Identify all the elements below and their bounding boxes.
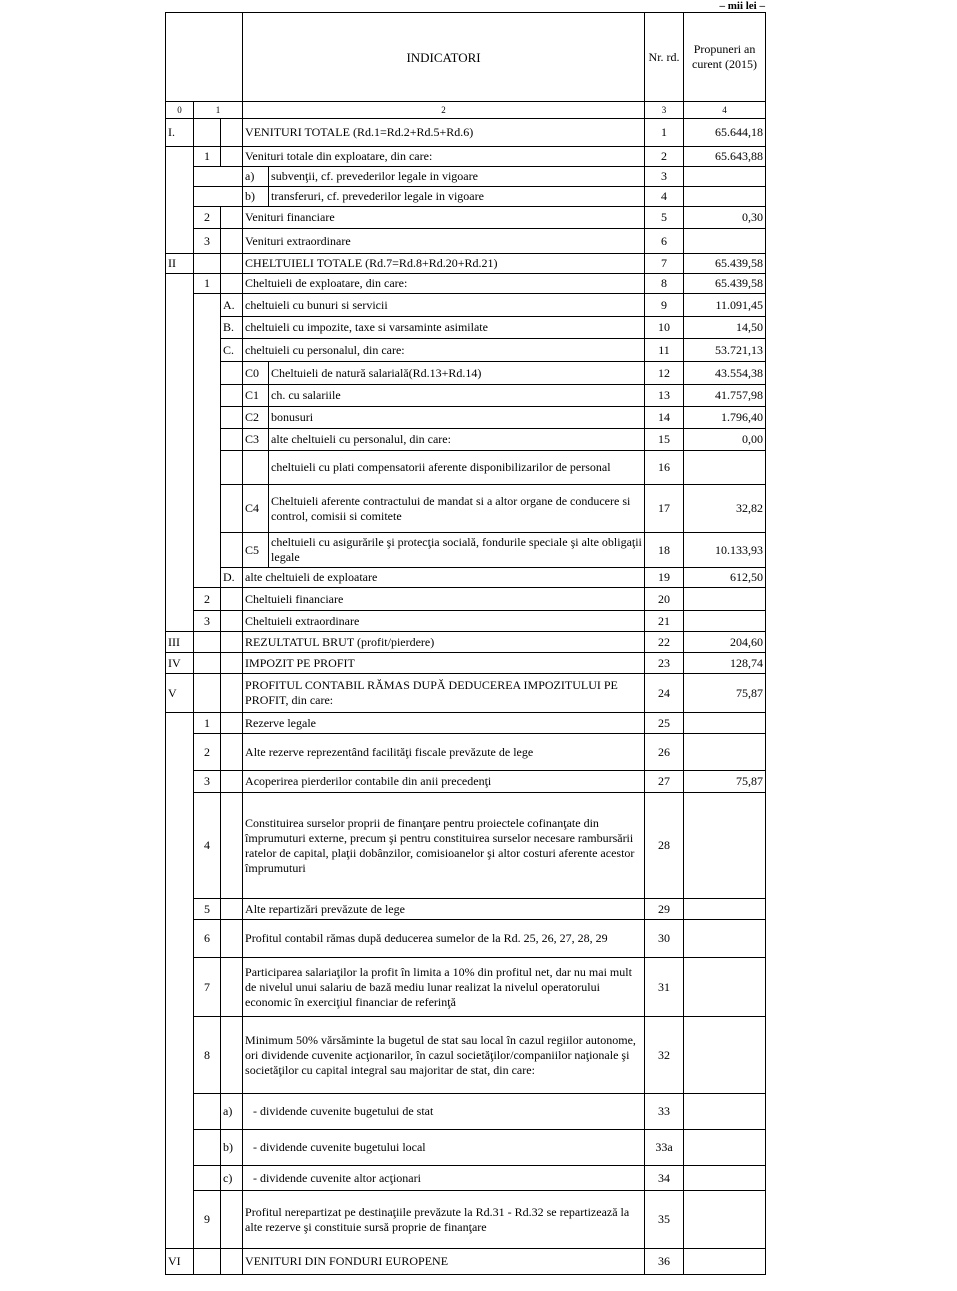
index-2: 2: [243, 102, 645, 119]
cell-c1: 2: [194, 207, 221, 229]
row-number: 32: [645, 1017, 684, 1094]
row-number: 33a: [645, 1130, 684, 1166]
cell-c1: [194, 1094, 221, 1130]
row-value: 14,50: [684, 317, 766, 339]
row-number: 17: [645, 485, 684, 533]
row-number: 34: [645, 1166, 684, 1191]
indicator-text: Cheltuieli financiare: [243, 588, 645, 611]
cell-c1: 3: [194, 611, 221, 632]
row-value: [684, 588, 766, 611]
sub-label: b): [243, 187, 269, 207]
row-value: 75,87: [684, 771, 766, 793]
indicator-text: alte cheltuieli cu personalul, din care:: [269, 429, 645, 451]
sub-label: C5: [243, 533, 269, 568]
cell-c0: [166, 274, 194, 632]
sub-label: C2: [243, 407, 269, 429]
row-value: [684, 451, 766, 485]
indicator-text: Venituri extraordinare: [243, 229, 645, 254]
table-row: [166, 1017, 766, 1094]
row-number: 2: [645, 147, 684, 167]
row-number: 5: [645, 207, 684, 229]
category-label: [221, 429, 243, 451]
table-row: [166, 653, 766, 674]
indicator-text: bonusuri: [269, 407, 645, 429]
sub-label: C1: [243, 385, 269, 407]
row-number: 9: [645, 294, 684, 317]
table-row: [166, 1166, 766, 1191]
roman-numeral: III: [166, 632, 194, 653]
cell-c2: [221, 274, 243, 294]
indicator-text: Participarea salariaţilor la profit în limita a 10% din profitul net, dar nu mai mult de nivelul unui salariu de bază mediu lunar realizat la nivelul operatorului economic în exerciţiul financiar de referinţă: [243, 958, 645, 1017]
row-number: 25: [645, 713, 684, 734]
table-row: [166, 485, 766, 533]
row-value: [684, 1191, 766, 1249]
cell-c1: [194, 254, 221, 274]
indicator-text: cheltuieli cu personalul, din care:: [243, 339, 645, 362]
sub-label: a): [243, 167, 269, 187]
row-value: 41.757,98: [684, 385, 766, 407]
indicator-text: REZULTATUL BRUT (profit/pierdere): [243, 632, 645, 653]
row-value: 32,82: [684, 485, 766, 533]
table-row: [166, 771, 766, 793]
row-number: 1: [645, 119, 684, 147]
roman-numeral: V: [166, 674, 194, 713]
indicator-text: Cheltuieli aferente contractului de mandat si a altor organe de conducere si control, comisii si comitete: [269, 485, 645, 533]
cell-c1: 1: [194, 274, 221, 294]
category-label: [221, 385, 243, 407]
category-label: [221, 485, 243, 533]
category-label: C.: [221, 339, 243, 362]
table-row: [166, 920, 766, 958]
sub-label: c): [221, 1166, 243, 1191]
indicator-text: VENITURI TOTALE (Rd.1=Rd.2+Rd.5+Rd.6): [243, 119, 645, 147]
cell-c1: [194, 187, 243, 207]
cell-c2: [221, 958, 243, 1017]
row-number: 16: [645, 451, 684, 485]
row-value: [684, 713, 766, 734]
row-value: 11.091,45: [684, 294, 766, 317]
indicator-text: ch. cu salariile: [269, 385, 645, 407]
table-row: [166, 632, 766, 653]
row-value: 10.133,93: [684, 533, 766, 568]
row-number: 29: [645, 899, 684, 920]
table-row: [166, 207, 766, 229]
cell-c1: [194, 632, 221, 653]
indicator-text: Rezerve legale: [243, 713, 645, 734]
cell-c1: [194, 1249, 221, 1275]
row-value: [684, 229, 766, 254]
row-number: 19: [645, 568, 684, 588]
table-row: [166, 734, 766, 771]
row-value: 53.721,13: [684, 339, 766, 362]
category-label: A.: [221, 294, 243, 317]
header-blank: [166, 13, 243, 102]
table-row: [166, 611, 766, 632]
row-value: 612,50: [684, 568, 766, 588]
cell-c2: [221, 632, 243, 653]
row-number: 13: [645, 385, 684, 407]
row-number: 21: [645, 611, 684, 632]
table-row: [166, 958, 766, 1017]
cell-c1: [194, 674, 221, 713]
category-label: [221, 533, 243, 568]
table-row: [166, 674, 766, 713]
row-number: 11: [645, 339, 684, 362]
row-value: 65.439,58: [684, 274, 766, 294]
cell-c2: [221, 119, 243, 147]
table-row: [166, 568, 766, 588]
cell-c2: [221, 920, 243, 958]
indicator-text: - dividende cuvenite bugetului local: [243, 1130, 645, 1166]
indicator-text: CHELTUIELI TOTALE (Rd.7=Rd.8+Rd.20+Rd.21): [243, 254, 645, 274]
indicator-text: Cheltuieli extraordinare: [243, 611, 645, 632]
table-row: [166, 119, 766, 147]
indicator-text: Cheltuieli de exploatare, din care:: [243, 274, 645, 294]
row-number: 6: [645, 229, 684, 254]
row-number: 4: [645, 187, 684, 207]
indicator-text: Venituri financiare: [243, 207, 645, 229]
table-row: [166, 385, 766, 407]
cell-c1: 9: [194, 1191, 221, 1249]
row-value: 204,60: [684, 632, 766, 653]
sub-label: [243, 451, 269, 485]
header-indicatori: INDICATORI: [243, 13, 645, 102]
sub-label: a): [221, 1094, 243, 1130]
cell-c1: 7: [194, 958, 221, 1017]
row-value: [684, 1166, 766, 1191]
indicator-text: Acoperirea pierderilor contabile din anii precedenţi: [243, 771, 645, 793]
row-number: 36: [645, 1249, 684, 1275]
row-number: 33: [645, 1094, 684, 1130]
table-row: [166, 1249, 766, 1275]
sub-label: b): [221, 1130, 243, 1166]
category-label: [221, 362, 243, 385]
cell-c1: 6: [194, 920, 221, 958]
table-row: [166, 317, 766, 339]
row-number: 18: [645, 533, 684, 568]
index-0: 0: [166, 102, 194, 119]
sub-label: C4: [243, 485, 269, 533]
row-value: [684, 734, 766, 771]
row-value: [684, 187, 766, 207]
row-number: 24: [645, 674, 684, 713]
row-number: 26: [645, 734, 684, 771]
budget-table: [165, 12, 766, 1275]
indicator-text: IMPOZIT PE PROFIT: [243, 653, 645, 674]
index-4: 4: [684, 102, 766, 119]
cell-c1: 3: [194, 771, 221, 793]
cell-c1: [194, 167, 243, 187]
table-row: [166, 899, 766, 920]
cell-c1: 2: [194, 588, 221, 611]
cell-c1: 5: [194, 899, 221, 920]
index-row: [166, 102, 766, 119]
cell-c2: [221, 254, 243, 274]
cell-c1: 8: [194, 1017, 221, 1094]
table-row: [166, 793, 766, 899]
index-1: 1: [194, 102, 243, 119]
row-number: 35: [645, 1191, 684, 1249]
row-number: 20: [645, 588, 684, 611]
indicator-text: alte cheltuieli de exploatare: [243, 568, 645, 588]
indicator-text: transferuri, cf. prevederilor legale in vigoare: [269, 187, 645, 207]
cell-c2: [221, 793, 243, 899]
roman-numeral: VI: [166, 1249, 194, 1275]
table-row: [166, 229, 766, 254]
row-number: 7: [645, 254, 684, 274]
roman-numeral: IV: [166, 653, 194, 674]
category-label: [221, 451, 243, 485]
row-number: 28: [645, 793, 684, 899]
indicator-text: Alte repartizări prevăzute de lege: [243, 899, 645, 920]
row-number: 27: [645, 771, 684, 793]
cell-c2: [221, 674, 243, 713]
header-nr-rd: Nr. rd.: [645, 13, 684, 102]
cell-c0: [166, 713, 194, 1249]
row-value: [684, 899, 766, 920]
table-row: [166, 429, 766, 451]
cell-c2: [221, 771, 243, 793]
row-number: 10: [645, 317, 684, 339]
table-row: [166, 294, 766, 317]
row-number: 3: [645, 167, 684, 187]
table-row: [166, 1191, 766, 1249]
row-number: 8: [645, 274, 684, 294]
indicator-text: Minimum 50% vărsăminte la bugetul de stat sau local în cazul regiilor autonome, ori dividende cuvenite acţionarilor, în cazul societăţilor/companiilor naţionale şi societăţilor cu capital integral sau majoritar de stat, din care:: [243, 1017, 645, 1094]
indicator-text: Alte rezerve reprezentând facilităţi fiscale prevăzute de lege: [243, 734, 645, 771]
row-number: 15: [645, 429, 684, 451]
table-row: [166, 1130, 766, 1166]
table-row: [166, 339, 766, 362]
cell-c2: [221, 147, 243, 167]
indicator-text: cheltuieli cu plati compensatorii aferente disponibilizarilor de personal: [269, 451, 645, 485]
cell-c2: [221, 1249, 243, 1275]
unit-label: – mii lei –: [719, 0, 765, 12]
roman-numeral: II: [166, 254, 194, 274]
row-number: 14: [645, 407, 684, 429]
cell-c2: [221, 611, 243, 632]
cell-c1: [194, 1166, 221, 1191]
row-value: [684, 958, 766, 1017]
table-row: [166, 451, 766, 485]
table-row: [166, 407, 766, 429]
row-value: [684, 167, 766, 187]
table-row: [166, 147, 766, 167]
indicator-text: Venituri totale din exploatare, din care:: [243, 147, 645, 167]
indicator-text: cheltuieli cu bunuri si servicii: [243, 294, 645, 317]
header-propuneri: Propuneri an curent (2015): [684, 13, 766, 102]
cell-c1: [194, 119, 221, 147]
table-row: [166, 713, 766, 734]
cell-c1: 1: [194, 147, 221, 167]
table-row: [166, 187, 766, 207]
cell-c2: [221, 1191, 243, 1249]
cell-c2: [221, 653, 243, 674]
cell-c2: [221, 588, 243, 611]
cell-c1: 2: [194, 734, 221, 771]
cell-c2: [221, 229, 243, 254]
row-value: 65.643,88: [684, 147, 766, 167]
category-label: [221, 407, 243, 429]
indicator-text: Cheltuieli de natură salarială(Rd.13+Rd.14): [269, 362, 645, 385]
row-number: 22: [645, 632, 684, 653]
indicator-text: PROFITUL CONTABIL RĂMAS DUPĂ DEDUCEREA IMPOZITULUI PE PROFIT, din care:: [243, 674, 645, 713]
cell-c2: [221, 899, 243, 920]
row-value: [684, 1249, 766, 1275]
row-value: 0,30: [684, 207, 766, 229]
row-value: [684, 611, 766, 632]
table-row: [166, 1094, 766, 1130]
row-value: 75,87: [684, 674, 766, 713]
row-value: 0,00: [684, 429, 766, 451]
cell-c1: [194, 294, 221, 588]
cell-c0: [166, 147, 194, 254]
table-row: [166, 588, 766, 611]
cell-c2: [221, 207, 243, 229]
row-value: 128,74: [684, 653, 766, 674]
row-number: 31: [645, 958, 684, 1017]
row-value: [684, 1094, 766, 1130]
sub-label: C3: [243, 429, 269, 451]
cell-c2: [221, 1017, 243, 1094]
row-number: 30: [645, 920, 684, 958]
indicator-text: VENITURI DIN FONDURI EUROPENE: [243, 1249, 645, 1275]
indicator-text: subvenţii, cf. prevederilor legale in vigoare: [269, 167, 645, 187]
row-value: [684, 793, 766, 899]
table-row: [166, 167, 766, 187]
cell-c1: [194, 1130, 221, 1166]
cell-c2: [221, 734, 243, 771]
index-3: 3: [645, 102, 684, 119]
row-value: [684, 1017, 766, 1094]
indicator-text: Profitul nerepartizat pe destinaţiile prevăzute la Rd.31 - Rd.32 se repartizează la alte rezerve şi constituie sursă proprie de finanţare: [243, 1191, 645, 1249]
row-value: 65.644,18: [684, 119, 766, 147]
indicator-text: Profitul contabil rămas după deducerea sumelor de la Rd. 25, 26, 27, 28, 29: [243, 920, 645, 958]
table-row: [166, 533, 766, 568]
cell-c1: 1: [194, 713, 221, 734]
header-row: [166, 13, 766, 102]
category-label: B.: [221, 317, 243, 339]
table-row: [166, 274, 766, 294]
row-value: [684, 920, 766, 958]
category-label: D.: [221, 568, 243, 588]
indicator-text: Constituirea surselor proprii de finanţare pentru proiectele cofinanţate din împrumuturi externe, precum şi pentru constituirea surselor necesare rambursării ratelor de capital, plaţii dobânzilor, comisioanelor şi altor costuri aferente acestor împrumuturi: [243, 793, 645, 899]
indicator-text: - dividende cuvenite bugetului de stat: [243, 1094, 645, 1130]
row-value: 1.796,40: [684, 407, 766, 429]
row-value: [684, 1130, 766, 1166]
indicator-text: cheltuieli cu impozite, taxe si varsaminte asimilate: [243, 317, 645, 339]
indicator-text: cheltuieli cu asigurările şi protecţia socială, fondurile speciale şi alte obligaţii legale: [269, 533, 645, 568]
cell-c1: [194, 653, 221, 674]
row-value: 43.554,38: [684, 362, 766, 385]
table-row: [166, 362, 766, 385]
roman-numeral: I.: [166, 119, 194, 147]
cell-c1: 3: [194, 229, 221, 254]
table-row: [166, 254, 766, 274]
indicator-text: - dividende cuvenite altor acţionari: [243, 1166, 645, 1191]
cell-c1: 4: [194, 793, 221, 899]
sub-label: C0: [243, 362, 269, 385]
cell-c2: [221, 713, 243, 734]
row-value: 65.439,58: [684, 254, 766, 274]
row-number: 12: [645, 362, 684, 385]
row-number: 23: [645, 653, 684, 674]
